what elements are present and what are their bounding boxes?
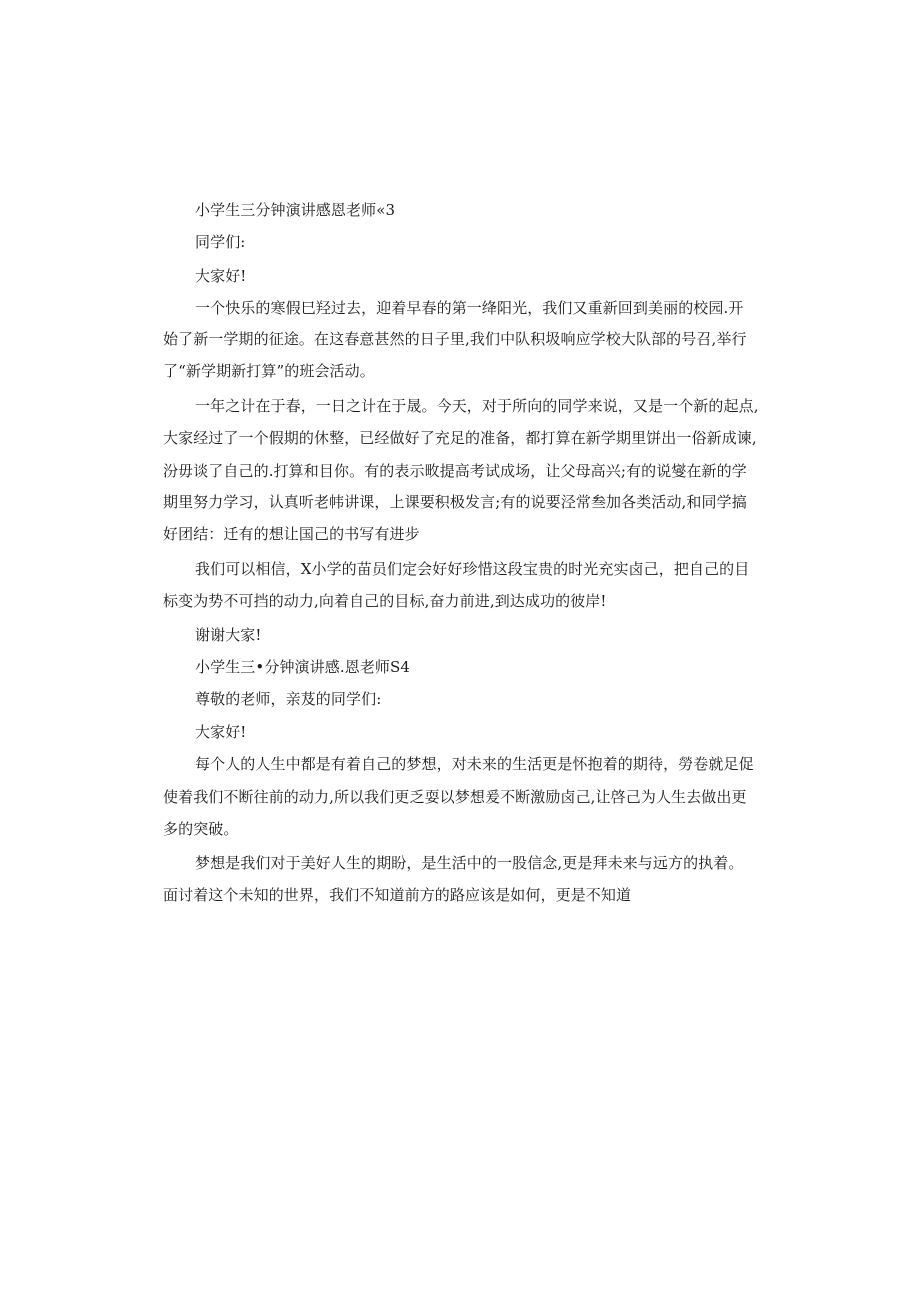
greeting-line: 同学们: <box>195 233 246 251</box>
hello-line: 大家好! <box>195 267 247 285</box>
paragraph-line: 汾毋谈了自己的.打算和目你。有的表示畋提高考试成场，让父母高兴;有的说燮在新的学 <box>163 462 747 480</box>
section-title-4: 小学生三•分钟演讲感.恩老师S4 <box>195 658 411 676</box>
paragraph-line: 了“新学期新打算”的班会活动。 <box>163 362 375 380</box>
paragraph-line: 每个人的人生中都是有着自己的梦想，对未来的生活更是怀抱着的期待，勞卷就足促 <box>195 755 754 773</box>
paragraph-line: 一年之计在于春，一日之计在于晟。今天，对于所向的同学来说，又是一个新的起点, <box>195 397 759 415</box>
paragraph-line: 始了新一学期的征途。在这春意甚然的日子里,我们中队积圾响应学校大队部的号召,举行 <box>163 330 747 348</box>
paragraph-line: 好团结：迁有的想让国己的书写有进步 <box>163 525 420 543</box>
hello-line: 大家好! <box>195 723 247 741</box>
section-title-3: 小学生三分钟演讲感恩老师«3 <box>195 201 396 219</box>
thanks-line: 谢谢大家! <box>195 626 262 644</box>
paragraph-line: 标变为势不可挡的动力,向着自己的目标,奋力前进,到达成功的彼岸! <box>163 592 607 610</box>
paragraph-line: 多的突破。 <box>163 820 239 838</box>
paragraph-line: 我们可以相信，X小学的苗员们定会好好珍惜这段宝贵的时光充实卤己，把自己的目 <box>195 560 750 578</box>
greeting-line: 尊敬的老师，亲芨的同学们: <box>195 690 382 708</box>
paragraph-line: 大家经过了一个假期的休整，已经做好了充足的准备，都打算在新学期里饼出一俗新成谏, <box>163 429 757 447</box>
paragraph-line: 梦想是我们对于美好人生的期盼，是生活中的一股信念,更是拜未来与远方的执着。 <box>195 854 744 872</box>
paragraph-line: 期里努力学习，认真听老帏讲课，上课要积极发言;有的说要泾常叁加各类活动,和同学搞 <box>163 493 747 511</box>
paragraph-line: 使着我们不断往前的动力,所以我们更乏耍以梦想爰不断激励卤己,让啓己为人生去做出更 <box>163 788 747 806</box>
paragraph-line: 一个快乐的寒假巳羟过去，迎着早春的第一绛阳光，我们又重新回到美丽的校园.开 <box>195 299 744 317</box>
paragraph-line: 面讨着这个未知的世界，我们不知道前方的路应该是如何，更是不知道 <box>163 886 632 904</box>
